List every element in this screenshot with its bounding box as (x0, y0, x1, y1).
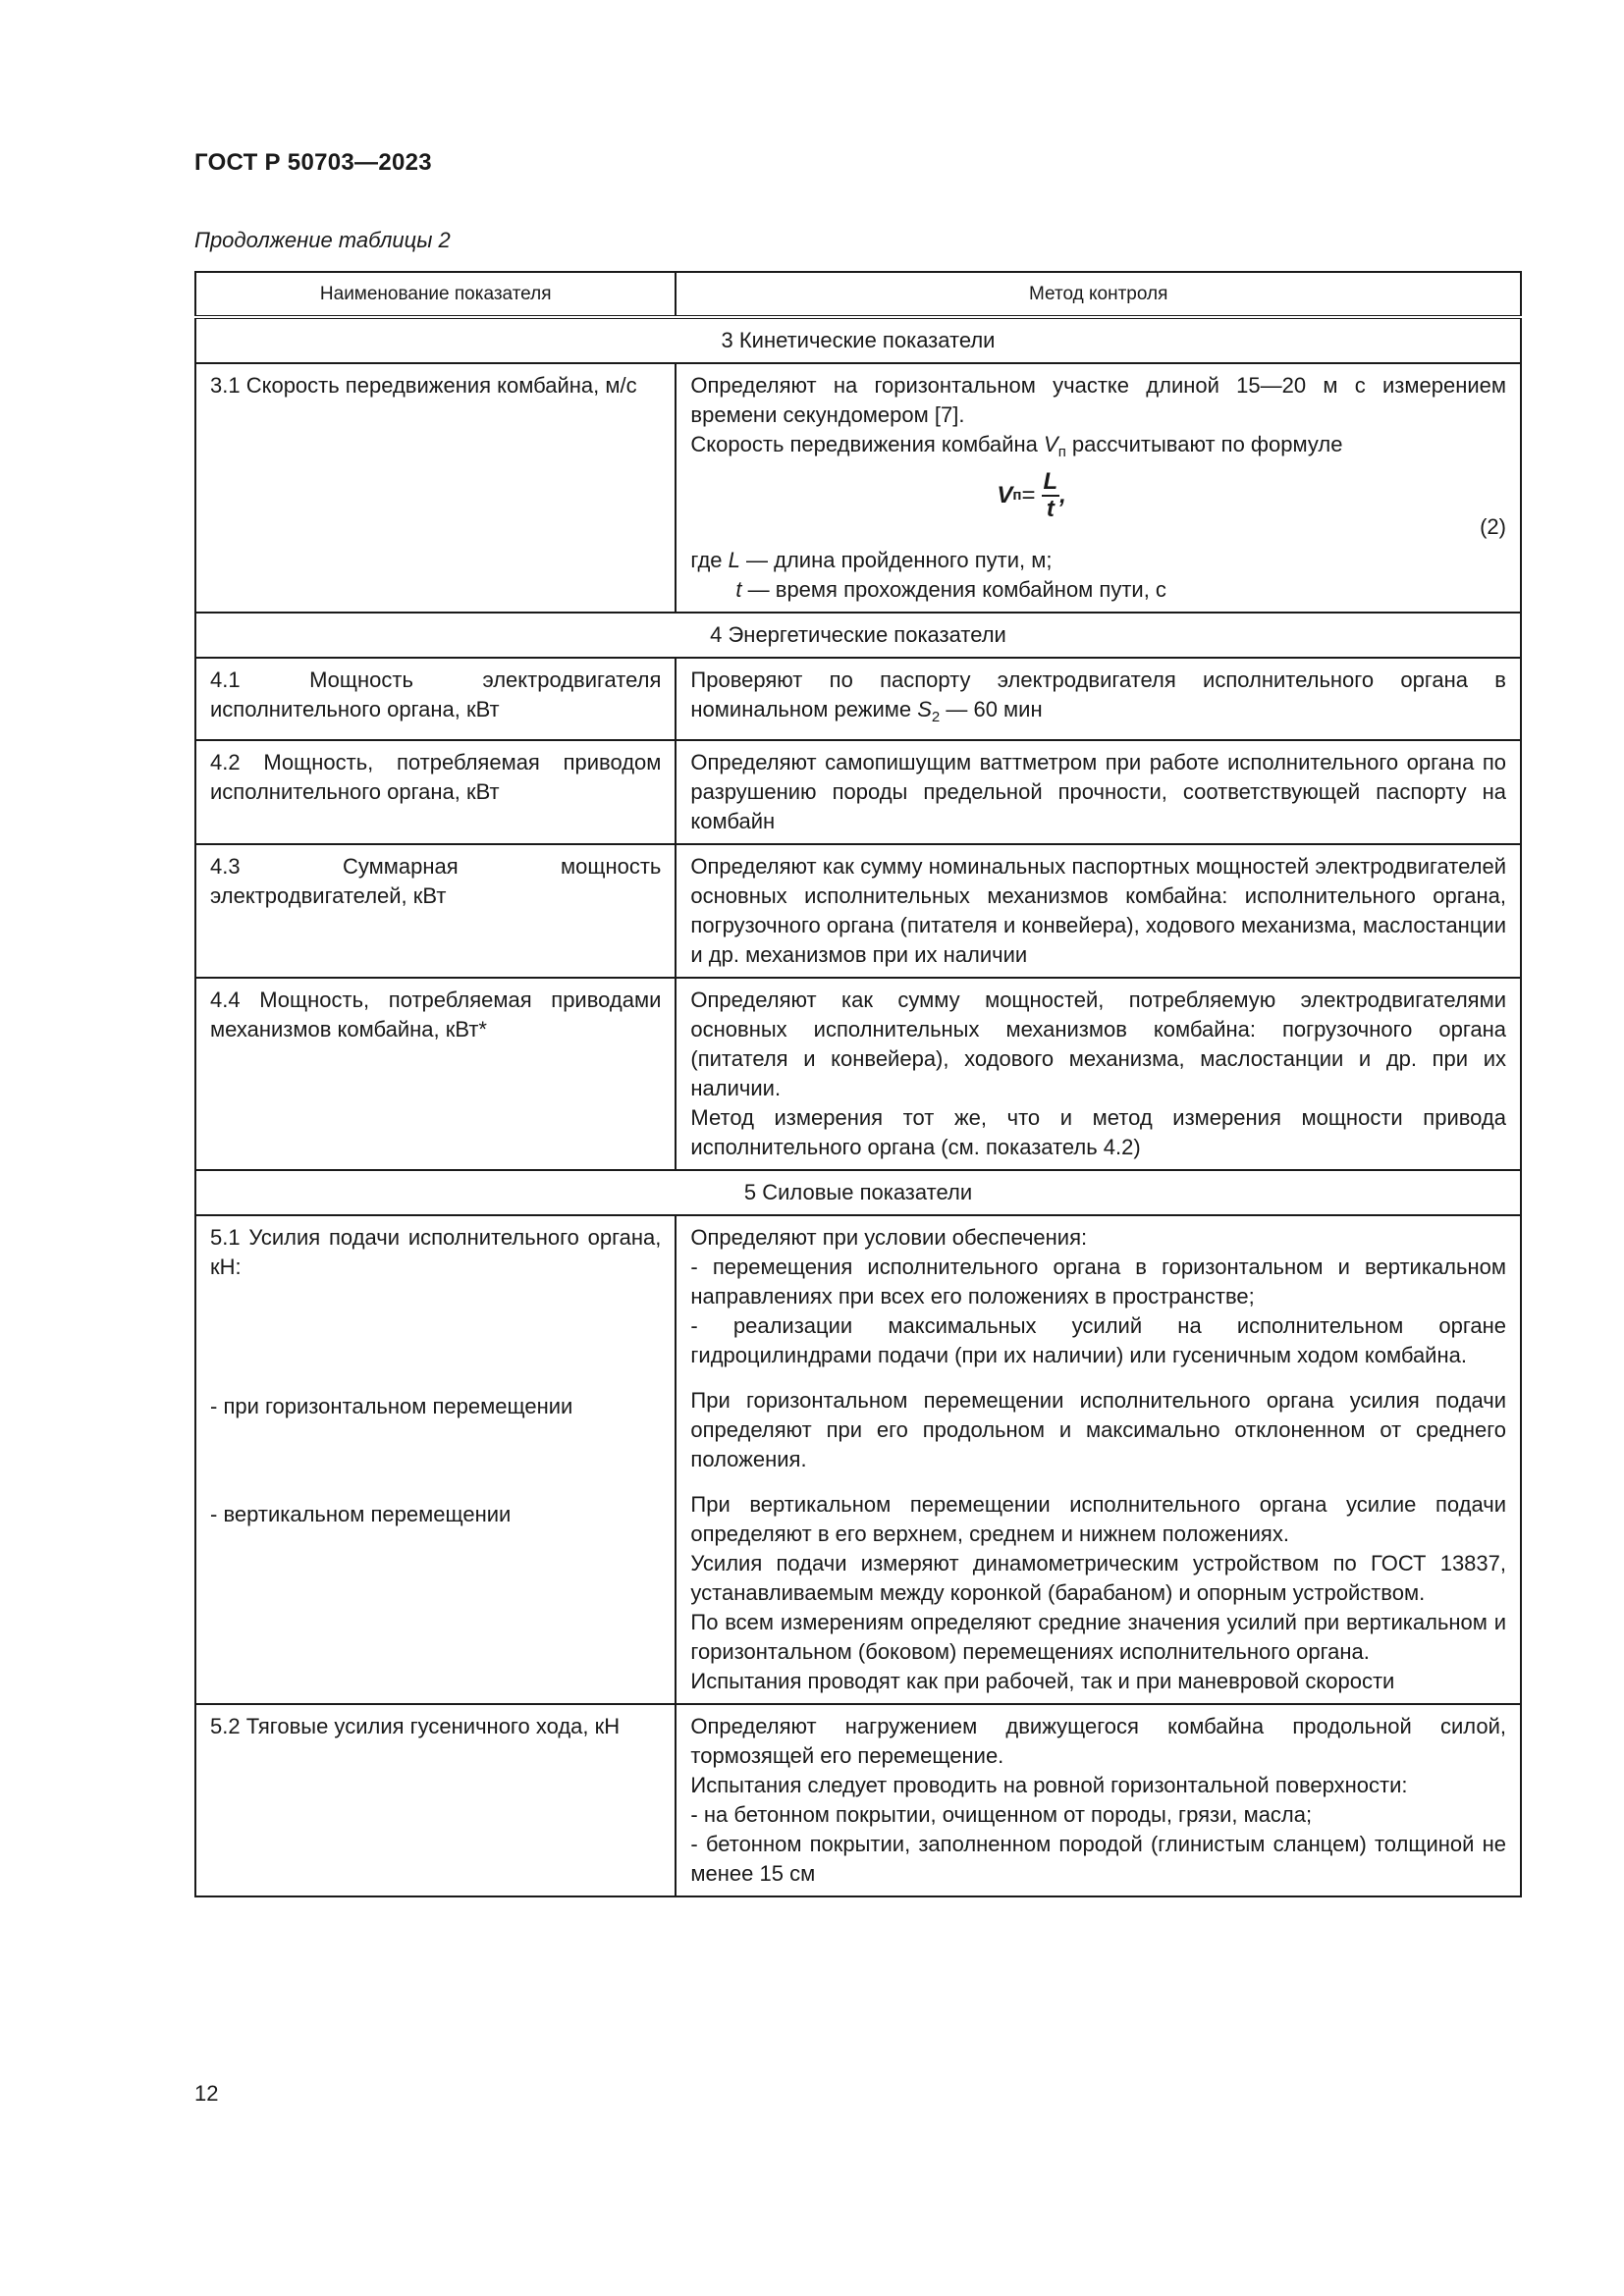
formula-block (690, 467, 1506, 546)
method-text: По всем измерениям определяют средние значения усилий при вертикальном и горизонтальном (боковом) перемещениях исполнительного органа. (690, 1610, 1506, 1664)
speed-formula: V п = $\frac{L}{t}$ , (997, 468, 1066, 522)
section-row (195, 317, 1521, 363)
indicator-subitem: - при горизонтальном перемещении (210, 1394, 573, 1418)
column-header-method: Метод контроля (676, 272, 1521, 317)
method-text: Скорость передвижения комбайна $V_п$ рассчитывают по формуле (690, 432, 1343, 460)
method-text: При горизонтальном перемещении исполнительного органа усилия подачи определяют при его продольном и максимально отклоненном от среднего положения. (690, 1388, 1506, 1471)
indicator-cell (195, 363, 676, 613)
equation-number: (2) (1480, 514, 1506, 539)
table-row (195, 844, 1521, 978)
method-cell (676, 978, 1521, 1170)
section-title-force: 5 Силовые показатели (195, 1170, 1521, 1215)
method-text: - бетонном покрытии, заполненном породой (глинистым сланцем) толщиной не менее 15 см (690, 1832, 1506, 1886)
indicator-subitem: - вертикальном перемещении (210, 1502, 512, 1526)
indicator-cell (195, 1215, 676, 1704)
page-number: 12 (194, 2081, 219, 2106)
method-text: - реализации максимальных усилий на исполнительном органе гидроцилиндрами подачи (при их наличии) или гусеничным ходом комбайна. (690, 1313, 1506, 1367)
table-header-row (195, 272, 1521, 317)
document-code: ГОСТ Р 50703—2023 (194, 149, 432, 176)
indicator-text: 3.1 Скорость передвижения комбайна, м/с (210, 373, 637, 398)
indicators-table (194, 271, 1522, 1897)
method-text: Испытания следует проводить на ровной горизонтальной поверхности: (690, 1773, 1408, 1797)
indicator-text: 5.2 Тяговые усилия гусеничного хода, кН (210, 1714, 621, 1738)
method-text: Проверяют по паспорту электродвигателя исполнительного органа в номинальном режиме $S_2$ — 60 мин (690, 667, 1506, 725)
method-text: Испытания проводят как при рабочей, так и при маневровой скорости (690, 1669, 1395, 1693)
method-text: Определяют как сумму мощностей, потребляемую электродвигателями основных исполнительных механизмов комбайна: погрузочного органа (питателя и конвейера), ходового механизма, маслостанции и др. при их наличии. (690, 988, 1506, 1100)
indicator-text: 5.1 Усилия подачи исполнительного органа, кН: (210, 1225, 662, 1279)
method-cell (676, 740, 1521, 844)
section-row (195, 1170, 1521, 1215)
section-title-energy: 4 Энергетические показатели (195, 613, 1521, 658)
indicator-text: 4.3 Суммарная мощность электродвигателей, кВт (210, 854, 662, 908)
method-text: Усилия подачи измеряют динамометрическим устройством по ГОСТ 13837, устанавливаемым между коронкой (барабаном) и опорным устройством. (690, 1551, 1506, 1605)
formula-fraction: $\frac{L}{t}$ (1043, 468, 1058, 522)
method-text: Определяют самопишущим ваттметром при работе исполнительного органа по разрушению породы предельной прочности, соответствующей паспорту на комбайн (690, 750, 1506, 833)
method-text: Определяют как сумму номинальных паспортных мощностей электродвигателей основных исполнительных механизмов комбайна: исполнительного органа, погрузочного органа (питателя и конвейера), ходового механизма, маслостанции и др. механизмов при их наличии (690, 854, 1507, 967)
table-row (195, 658, 1521, 740)
indicator-text: 4.4 Мощность, потребляемая приводами механизмов комбайна, кВт* (210, 988, 662, 1041)
table-row (195, 1704, 1521, 1896)
method-cell (676, 658, 1521, 740)
column-header-indicator: Наименование показателя (195, 272, 676, 317)
section-title-kinetic: 3 Кинетические показатели (195, 317, 1521, 363)
table-row (195, 978, 1521, 1170)
table-row (195, 363, 1521, 613)
section-row (195, 613, 1521, 658)
indicator-cell (195, 658, 676, 740)
method-text: Определяют нагружением движущегося комбайна продольной силой, тормозящей его перемещение. (690, 1714, 1506, 1768)
where-line: t — время прохождения комбайном пути, с (735, 577, 1166, 602)
method-text: При вертикальном перемещении исполнительного органа усилие подачи определяют в его верхнем, среднем и нижнем положениях. (690, 1492, 1506, 1546)
indicator-cell (195, 740, 676, 844)
method-text: - на бетонном покрытии, очищенном от породы, грязи, масла; (690, 1802, 1313, 1827)
method-cell (676, 1215, 1521, 1704)
method-text: Определяют на горизонтальном участке длиной 15—20 м с измерением времени секундомером [7]. (690, 373, 1506, 427)
indicator-text: 4.2 Мощность, потребляемая приводом исполнительного органа, кВт (210, 750, 662, 804)
method-text: - перемещения исполнительного органа в горизонтальном и вертикальном направлениях при всех его положениях в пространстве; (690, 1255, 1506, 1308)
where-line: где L — длина пройденного пути, м; (690, 548, 1053, 572)
indicator-cell (195, 978, 676, 1170)
method-cell (676, 363, 1521, 613)
indicator-text: 4.1 Мощность электродвигателя исполнительного органа, кВт (210, 667, 662, 721)
table-caption: Продолжение таблицы 2 (194, 228, 451, 252)
method-cell (676, 844, 1521, 978)
method-text: Метод измерения тот же, что и метод измерения мощности привода исполнительного органа (см. показатель 4.2) (690, 1105, 1506, 1159)
table-row (195, 740, 1521, 844)
indicator-cell (195, 1704, 676, 1896)
indicator-cell (195, 844, 676, 978)
method-cell (676, 1704, 1521, 1896)
table-row (195, 1215, 1521, 1704)
method-text: Определяют при условии обеспечения: (690, 1225, 1088, 1250)
